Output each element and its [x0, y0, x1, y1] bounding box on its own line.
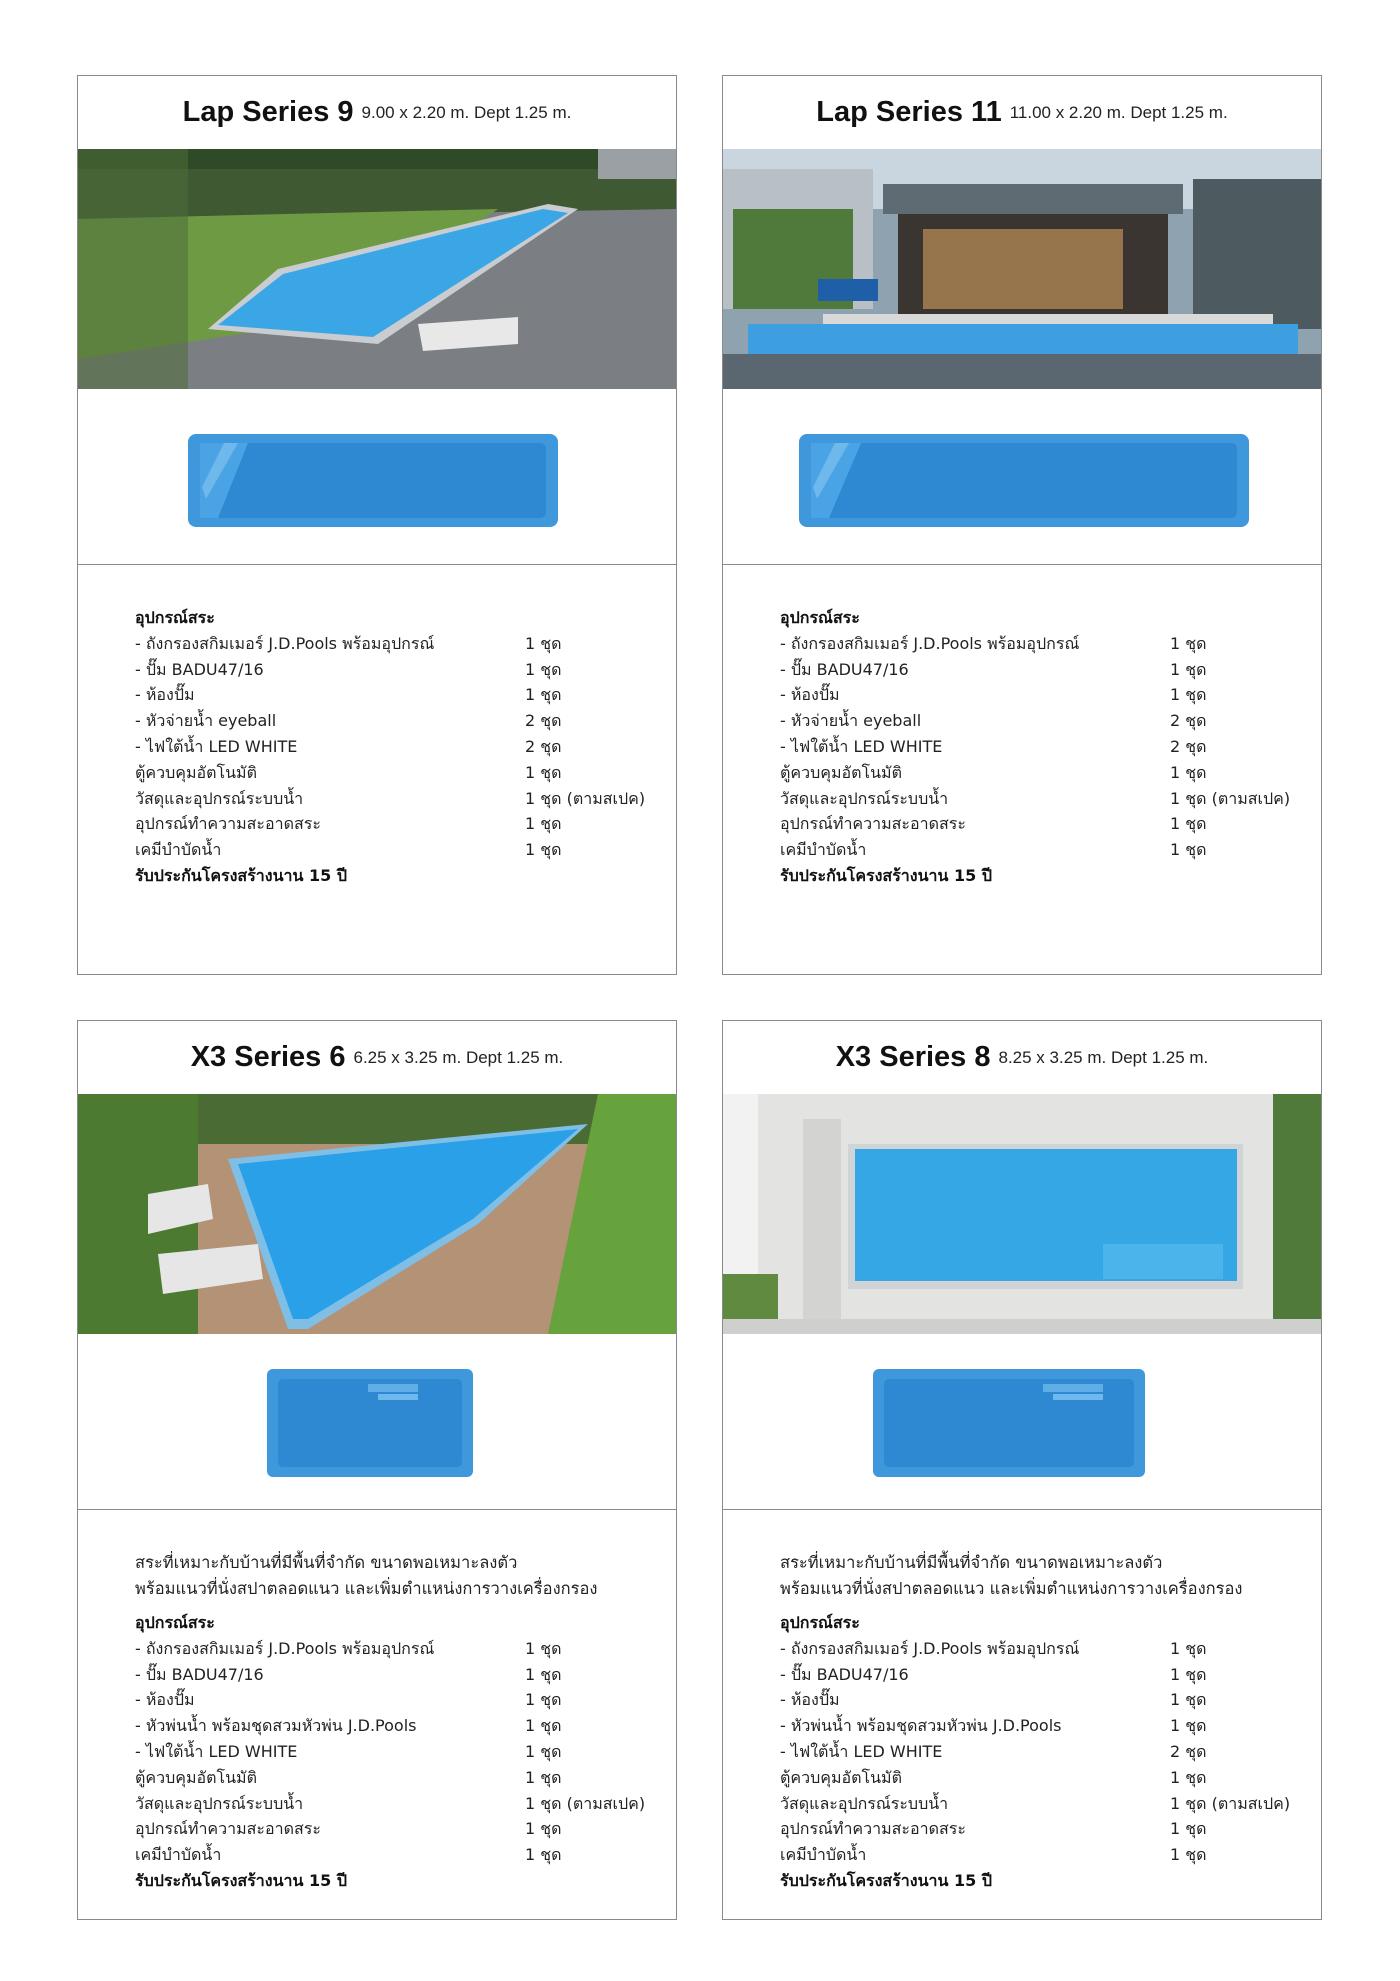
equipment-heading: อุปกรณ์สระ — [780, 608, 860, 627]
card-dimensions: 9.00 x 2.20 m. Dept 1.25 m. — [361, 102, 572, 122]
equipment-qty: 1 ชุด (ตามสเปค) — [525, 1793, 646, 1813]
equipment-row — [135, 734, 676, 760]
description-line: พร้อมแนวที่นั่งสปาตลอดแนว และเพิ่มตำแหน่งการวางเครื่องกรอง — [780, 1579, 1243, 1598]
equipment-row — [780, 1765, 1321, 1791]
warranty-text: รับประกันโครงสร้างนาน 15 ปี — [135, 865, 347, 885]
equipment-row — [780, 1842, 1321, 1868]
equipment-qty: 1 ชุด — [525, 1690, 562, 1710]
equipment-row — [135, 1842, 676, 1868]
equipment-name: - ปั๊ม BADU47/16 — [135, 1664, 264, 1684]
equipment-row — [135, 1687, 676, 1713]
equipment-qty: 1 ชุด — [525, 685, 562, 705]
equipment-name: ตู้ควบคุมอัตโนมัติ — [135, 762, 257, 782]
equipment-row — [135, 1713, 676, 1739]
equipment-name: - ไฟใต้น้ำ LED WHITE — [780, 736, 943, 756]
equipment-row — [135, 1816, 676, 1842]
pool-card-lap-series-9 — [77, 75, 677, 975]
equipment-qty: 1 ชุด — [1170, 814, 1207, 834]
equipment-row — [135, 1739, 676, 1765]
equipment-row — [780, 682, 1321, 708]
card-header — [78, 1021, 676, 1094]
pool-card-lap-series-11 — [722, 75, 1322, 975]
equipment-qty: 1 ชุด — [1170, 1638, 1207, 1658]
equipment-name: อุปกรณ์ทำความสะอาดสระ — [780, 814, 966, 834]
card-dimensions: 6.25 x 3.25 m. Dept 1.25 m. — [353, 1047, 564, 1067]
equipment-qty: 1 ชุด (ตามสเปค) — [1170, 788, 1291, 808]
equipment-row — [780, 837, 1321, 863]
equipment-name: วัสดุและอุปกรณ์ระบบน้ำ — [780, 1793, 949, 1813]
equipment-name: วัสดุและอุปกรณ์ระบบน้ำ — [780, 788, 949, 808]
equipment-name: - ไฟใต้น้ำ LED WHITE — [135, 1741, 298, 1761]
equipment-qty: 2 ชุด — [1170, 1741, 1207, 1761]
equipment-row — [780, 1791, 1321, 1817]
card-title: Lap Series 9 — [182, 96, 354, 128]
pool-card-x3-series-8 — [722, 1020, 1322, 1920]
equipment-name: - ปั๊ม BADU47/16 — [780, 1664, 909, 1684]
warranty-text: รับประกันโครงสร้างนาน 15 ปี — [135, 1870, 347, 1890]
equipment-row — [780, 1713, 1321, 1739]
equipment-qty: 1 ชุด — [525, 762, 562, 782]
card-header — [78, 76, 676, 149]
equipment-name: วัสดุและอุปกรณ์ระบบน้ำ — [135, 788, 304, 808]
equipment-row — [135, 1765, 676, 1791]
equipment-name: - ถังกรองสกิมเมอร์ J.D.Pools พร้อมอุปกรณ์ — [135, 1638, 435, 1658]
equipment-name: อุปกรณ์ทำความสะอาดสระ — [135, 1819, 321, 1839]
card-header — [723, 1021, 1321, 1094]
equipment-section — [78, 1510, 676, 1894]
equipment-row — [135, 1662, 676, 1688]
warranty-text: รับประกันโครงสร้างนาน 15 ปี — [780, 1870, 992, 1890]
equipment-row — [780, 760, 1321, 786]
equipment-name: - หัวพ่นน้ำ พร้อมชุดสวมหัวพ่น J.D.Pools — [780, 1716, 1062, 1736]
pool-photo — [78, 149, 676, 389]
equipment-row — [780, 1739, 1321, 1765]
equipment-name: วัสดุและอุปกรณ์ระบบน้ำ — [135, 1793, 304, 1813]
equipment-row — [780, 708, 1321, 734]
equipment-row — [135, 657, 676, 683]
equipment-name: - หัวจ่ายน้ำ eyeball — [135, 711, 277, 731]
description-line: พร้อมแนวที่นั่งสปาตลอดแนว และเพิ่มตำแหน่งการวางเครื่องกรอง — [135, 1579, 598, 1598]
equipment-row — [135, 811, 676, 837]
card-title: X3 Series 8 — [835, 1041, 991, 1073]
equipment-row — [135, 682, 676, 708]
equipment-name: อุปกรณ์ทำความสะอาดสระ — [135, 814, 321, 834]
equipment-qty: 1 ชุด — [525, 814, 562, 834]
equipment-heading: อุปกรณ์สระ — [135, 1613, 215, 1632]
equipment-heading: อุปกรณ์สระ — [135, 608, 215, 627]
pool-description — [780, 1550, 1321, 1602]
equipment-name: ตู้ควบคุมอัตโนมัติ — [780, 1767, 902, 1787]
pool-shape-diagram — [723, 1334, 1321, 1510]
equipment-qty: 2 ชุด — [1170, 711, 1207, 731]
equipment-row — [780, 631, 1321, 657]
equipment-qty: 1 ชุด — [525, 659, 562, 679]
equipment-name: - ห้องปั๊ม — [780, 1690, 840, 1710]
equipment-qty: 1 ชุด — [1170, 1845, 1207, 1865]
equipment-qty: 1 ชุด — [525, 1845, 562, 1865]
equipment-row — [135, 631, 676, 657]
equipment-name: - หัวจ่ายน้ำ eyeball — [780, 711, 922, 731]
equipment-section — [78, 565, 676, 889]
equipment-name: - หัวพ่นน้ำ พร้อมชุดสวมหัวพ่น J.D.Pools — [135, 1716, 417, 1736]
card-dimensions: 11.00 x 2.20 m. Dept 1.25 m. — [1009, 102, 1228, 122]
equipment-qty: 1 ชุด — [1170, 1716, 1207, 1736]
equipment-qty: 1 ชุด — [525, 1741, 562, 1761]
equipment-row — [780, 657, 1321, 683]
equipment-qty: 2 ชุด — [525, 711, 562, 731]
equipment-qty: 1 ชุด — [1170, 1664, 1207, 1684]
equipment-qty: 1 ชุด — [1170, 659, 1207, 679]
pool-shape-diagram — [78, 1334, 676, 1510]
equipment-name: - ปั๊ม BADU47/16 — [135, 659, 264, 679]
equipment-row — [135, 708, 676, 734]
equipment-row — [780, 1662, 1321, 1688]
equipment-name: - ห้องปั๊ม — [135, 685, 195, 705]
warranty-text: รับประกันโครงสร้างนาน 15 ปี — [780, 865, 992, 885]
equipment-name: - ไฟใต้น้ำ LED WHITE — [780, 1741, 943, 1761]
equipment-qty: 1 ชุด — [1170, 762, 1207, 782]
pool-card-x3-series-6 — [77, 1020, 677, 1920]
pool-photo — [723, 1094, 1321, 1334]
equipment-name: อุปกรณ์ทำความสะอาดสระ — [780, 1819, 966, 1839]
equipment-qty: 1 ชุด — [525, 840, 562, 860]
equipment-qty: 1 ชุด — [525, 1716, 562, 1736]
equipment-name: - ห้องปั๊ม — [780, 685, 840, 705]
equipment-row — [780, 1636, 1321, 1662]
equipment-name: - ไฟใต้น้ำ LED WHITE — [135, 736, 298, 756]
equipment-row — [780, 811, 1321, 837]
equipment-section — [723, 1510, 1321, 1894]
equipment-qty: 1 ชุด (ตามสเปค) — [1170, 1793, 1291, 1813]
equipment-name: เคมีบำบัดน้ำ — [780, 840, 867, 860]
equipment-qty: 1 ชุด — [525, 633, 562, 653]
equipment-row — [135, 837, 676, 863]
equipment-qty: 1 ชุด — [1170, 840, 1207, 860]
pool-shape-diagram — [78, 389, 676, 565]
equipment-qty: 1 ชุด — [525, 1664, 562, 1684]
equipment-name: เคมีบำบัดน้ำ — [135, 840, 222, 860]
equipment-qty: 1 ชุด — [1170, 1767, 1207, 1787]
equipment-name: - ปั๊ม BADU47/16 — [780, 659, 909, 679]
equipment-name: เคมีบำบัดน้ำ — [780, 1845, 867, 1865]
equipment-qty: 2 ชุด — [1170, 736, 1207, 756]
description-line: สระที่เหมาะกับบ้านที่มีพื้นที่จำกัด ขนาดพอเหมาะลงตัว — [780, 1553, 1163, 1572]
equipment-row — [135, 1791, 676, 1817]
equipment-name: ตู้ควบคุมอัตโนมัติ — [780, 762, 902, 782]
equipment-name: - ถังกรองสกิมเมอร์ J.D.Pools พร้อมอุปกรณ์ — [135, 633, 435, 653]
equipment-qty: 1 ชุด (ตามสเปค) — [525, 788, 646, 808]
equipment-qty: 1 ชุด — [525, 1638, 562, 1658]
equipment-row — [780, 1687, 1321, 1713]
equipment-row — [135, 786, 676, 812]
equipment-qty: 1 ชุด — [1170, 633, 1207, 653]
equipment-row — [780, 1816, 1321, 1842]
equipment-section — [723, 565, 1321, 889]
card-title: Lap Series 11 — [816, 96, 1002, 128]
equipment-name: - ถังกรองสกิมเมอร์ J.D.Pools พร้อมอุปกรณ์ — [780, 1638, 1080, 1658]
equipment-heading: อุปกรณ์สระ — [780, 1613, 860, 1632]
equipment-qty: 1 ชุด — [525, 1819, 562, 1839]
pool-description — [135, 1550, 676, 1602]
card-dimensions: 8.25 x 3.25 m. Dept 1.25 m. — [998, 1047, 1209, 1067]
equipment-qty: 2 ชุด — [525, 736, 562, 756]
equipment-name: - ห้องปั๊ม — [135, 1690, 195, 1710]
equipment-row — [780, 786, 1321, 812]
description-line: สระที่เหมาะกับบ้านที่มีพื้นที่จำกัด ขนาดพอเหมาะลงตัว — [135, 1553, 518, 1572]
pool-photo — [723, 149, 1321, 389]
card-header — [723, 76, 1321, 149]
equipment-qty: 1 ชุด — [1170, 1819, 1207, 1839]
equipment-name: เคมีบำบัดน้ำ — [135, 1845, 222, 1865]
equipment-qty: 1 ชุด — [1170, 1690, 1207, 1710]
equipment-qty: 1 ชุด — [525, 1767, 562, 1787]
pool-photo — [78, 1094, 676, 1334]
equipment-row — [135, 1636, 676, 1662]
equipment-qty: 1 ชุด — [1170, 685, 1207, 705]
pool-shape-diagram — [723, 389, 1321, 565]
card-title: X3 Series 6 — [190, 1041, 346, 1073]
equipment-row — [135, 760, 676, 786]
equipment-name: ตู้ควบคุมอัตโนมัติ — [135, 1767, 257, 1787]
equipment-row — [780, 734, 1321, 760]
equipment-name: - ถังกรองสกิมเมอร์ J.D.Pools พร้อมอุปกรณ์ — [780, 633, 1080, 653]
